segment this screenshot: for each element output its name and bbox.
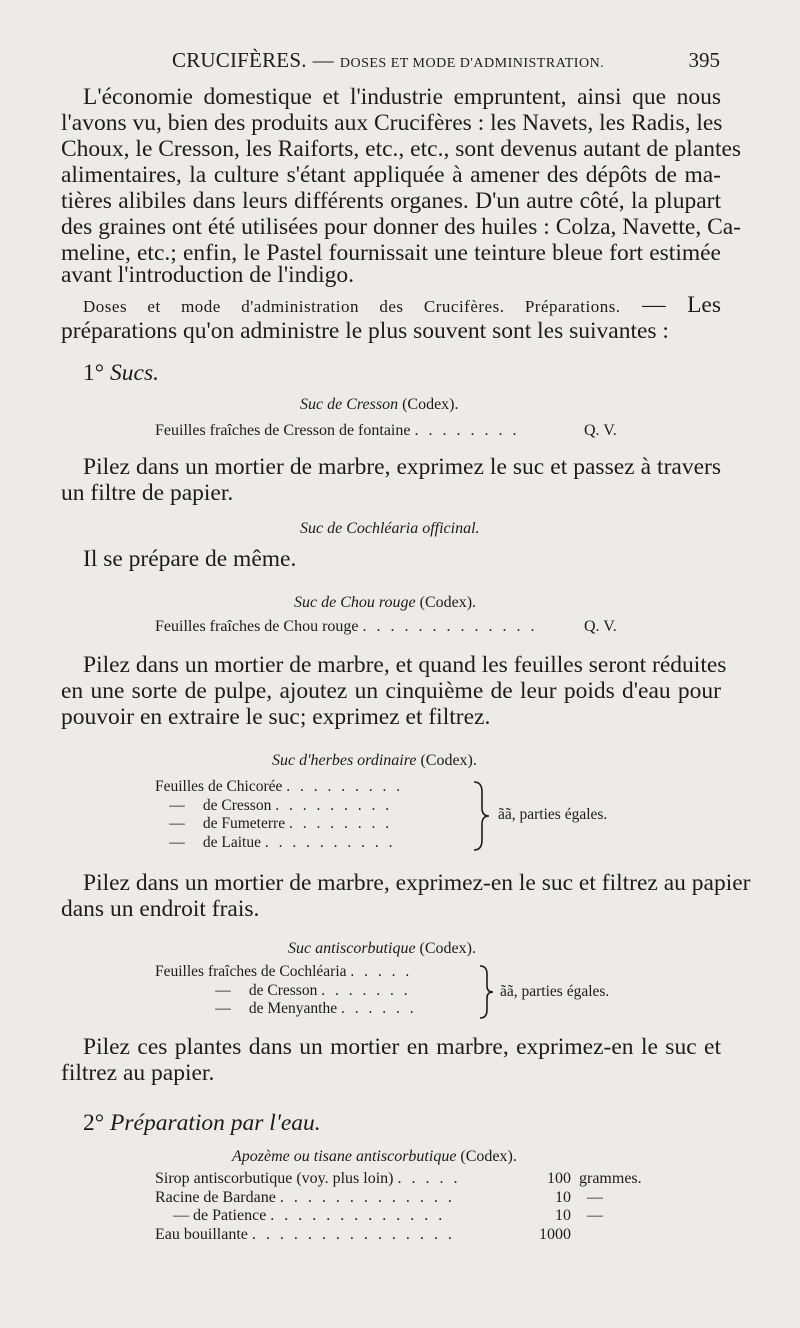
intro-line: alimentaires, la culture s'étant appliquée à amener des dépôts de ma- [61, 162, 721, 188]
header-title: CRUCIFÈRES. [172, 48, 307, 72]
row-value: 100 [547, 1170, 571, 1187]
recipe-name: Apozème ou tisane antiscorbutique [232, 1148, 457, 1165]
row-unit: — [587, 1188, 603, 1206]
section-title: Préparation par l'eau. [110, 1110, 321, 1136]
item-name: de Laitue [202, 833, 261, 851]
intro-line: tières alibiles dans leurs différents organes. D'un autre côté, la plupart [61, 188, 721, 214]
dot-leader: . . . . . . . [321, 981, 411, 999]
row-value: 1000 [539, 1225, 571, 1243]
recipe-title [272, 752, 477, 770]
item-prefix: — [169, 815, 185, 832]
doses-intro-line: préparations qu'on administre le plus souvent sont les suivantes : [61, 318, 669, 344]
instruction-line: en une sorte de pulpe, ajoutez un cinquième de leur poids d'eau pour [61, 678, 721, 704]
instruction-line: pouvoir en extraire le suc; exprimez et filtrez. [61, 704, 491, 730]
dot-leader: . . . . . . . . [288, 815, 393, 832]
running-header [172, 48, 604, 73]
recipe-title [300, 396, 459, 414]
row-label-text: Racine de Bardane [155, 1188, 276, 1206]
recipe-ingredient [155, 618, 538, 636]
list-item [155, 1000, 417, 1019]
recipe-name: Suc d'herbes ordinaire [272, 752, 417, 769]
list-item [155, 982, 417, 1001]
instruction-line: un filtre de papier. [61, 480, 234, 506]
section-number: 1° [83, 360, 105, 386]
recipe-title [232, 1148, 517, 1166]
dot-leader: . . . . . . . . . . . . . [279, 1188, 455, 1206]
recipe-name: Suc de Cresson [300, 396, 399, 413]
row-value: 10 [555, 1188, 571, 1206]
ingredient-list [155, 778, 403, 852]
intro-line: avant l'introduction de l'indigo. [61, 262, 355, 288]
instruction-line: filtrez au papier. [61, 1060, 215, 1086]
dot-leader: . . . . . . . . . [286, 778, 404, 795]
row-label [155, 1226, 455, 1244]
dot-leader: . . . . . . . . . . . . . [362, 618, 538, 635]
dot-leader: . . . . . . . . . . . . . [270, 1207, 446, 1224]
brace-note: ãã, parties égales. [498, 806, 608, 823]
list-item [155, 797, 403, 816]
item-prefix: — [169, 796, 185, 814]
ingredient-quantity: Q. V. [584, 618, 617, 635]
row-label [155, 1189, 455, 1207]
item-prefix: — [215, 1000, 231, 1017]
row-label [173, 1207, 445, 1225]
dot-leader: . . . . . . . . . [275, 796, 393, 814]
item-name: Cochléaria [279, 963, 347, 980]
recipe-source: (Codex). [420, 752, 477, 769]
recipe-source: (Codex). [460, 1148, 517, 1165]
header-subtitle: DOSES ET MODE D'ADMINISTRATION. [339, 56, 605, 71]
item-name: Chicorée [226, 778, 283, 795]
recipe-name: Suc de Chou rouge [294, 594, 416, 611]
item-prefix: Feuilles fraîches de [155, 963, 276, 980]
dot-leader: . . . . . . . . [414, 422, 520, 439]
ingredient-list [155, 963, 417, 1019]
section-heading [83, 360, 159, 387]
row-unit: grammes. [579, 1170, 642, 1187]
doses-heading-line [61, 292, 721, 320]
item-prefix: Feuilles de [155, 778, 223, 795]
dot-leader: . . . . . [397, 1170, 461, 1187]
row-label-text: Sirop antiscorbutique (voy. plus loin) [155, 1170, 394, 1187]
recipe-source: (Codex). [419, 940, 476, 957]
row-value: 10 [555, 1207, 571, 1224]
section-title: Sucs. [110, 360, 159, 386]
intro-line: Choux, le Cresson, les Raiforts, etc., etc., sont devenus autant de plantes [61, 136, 742, 162]
brace-note: ãã, parties égales. [500, 983, 610, 1000]
ingredient-quantity: Q. V. [584, 422, 617, 439]
recipe-title [300, 520, 480, 538]
right-brace-icon [470, 780, 492, 852]
recipe-name: Suc antiscorbutique [288, 940, 416, 957]
row-label-text: — de Patience [173, 1207, 267, 1224]
row-label-text: Eau bouillante [155, 1225, 248, 1243]
instruction-line: Il se prépare de même. [83, 546, 297, 572]
item-name: de Menyanthe [248, 1000, 338, 1017]
item-name: de Cresson [248, 981, 318, 999]
recipe-source: (Codex). [419, 594, 477, 611]
list-item [155, 963, 417, 982]
recipe-name: Suc de Cochléaria officinal. [300, 520, 480, 537]
right-brace-icon [476, 964, 496, 1020]
instruction-line: Pilez dans un mortier de marbre, et quand les feuilles seront réduites [83, 652, 727, 678]
row-unit: — [587, 1207, 603, 1224]
list-item [155, 778, 403, 797]
intro-line: l'avons vu, bien des produits aux Crucifères : les Navets, les Radis, les [61, 110, 723, 136]
recipe-ingredient [155, 422, 519, 440]
list-item [155, 815, 403, 834]
item-name: de Fumeterre [202, 815, 286, 832]
instruction-line: dans un endroit frais. [61, 896, 260, 922]
ingredient-name: Feuilles fraîches de Chou rouge [155, 618, 359, 635]
instruction-line: Pilez ces plantes dans un mortier en marbre, exprimez-en le suc et [83, 1034, 721, 1060]
recipe-source: (Codex). [402, 396, 459, 413]
dot-leader: . . . . . . [340, 1000, 417, 1017]
page-number: 395 [688, 48, 720, 72]
section-number: 2° [83, 1110, 105, 1136]
dot-leader: . . . . . . . . . . [264, 833, 396, 851]
intro-line: meline, etc.; enfin, le Pastel fournissait une teinture bleue fort estimée [61, 240, 721, 266]
intro-line: des graines ont été utilisées pour donner des huiles : Colza, Navette, Ca- [61, 214, 742, 240]
list-item [155, 834, 403, 853]
instruction-line: Pilez dans un mortier de marbre, exprimez-en le suc et filtrez au papier [83, 870, 751, 896]
intro-line: L'économie domestique et l'industrie empruntent, ainsi que nous [83, 84, 721, 110]
dot-leader: . . . . . . . . . . . . . . . [251, 1225, 455, 1243]
doses-heading: Doses et mode d'administration des Crucifères. Préparations. [83, 297, 621, 316]
row-label [155, 1170, 461, 1188]
recipe-title [294, 594, 476, 612]
header-dash: — [312, 48, 334, 72]
item-prefix: — [215, 981, 231, 999]
item-name: de Cresson [202, 796, 272, 814]
doses-heading-continuation: — Les [642, 292, 722, 318]
section-heading [83, 1110, 321, 1137]
recipe-title [288, 940, 476, 958]
item-prefix: — [169, 833, 185, 851]
instruction-line: Pilez dans un mortier de marbre, exprimez le suc et passez à travers [83, 454, 721, 480]
dot-leader: . . . . . [350, 963, 413, 980]
ingredient-name: Feuilles fraîches de Cresson de fontaine [155, 422, 411, 439]
